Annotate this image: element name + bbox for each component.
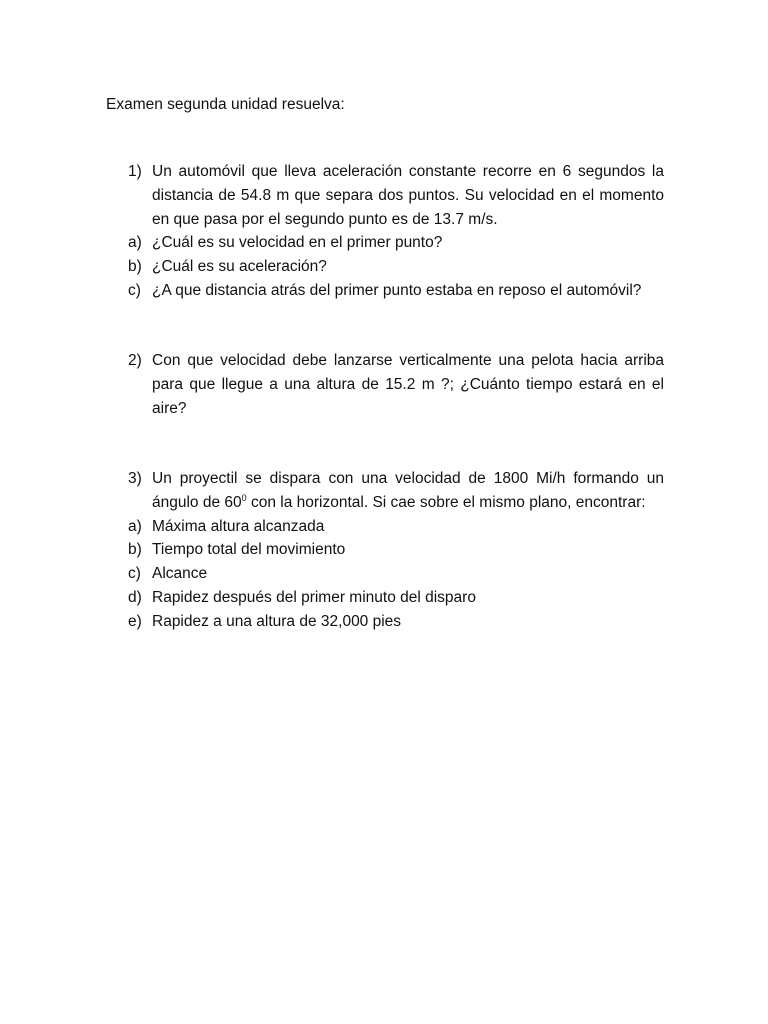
problem-statement xyxy=(152,467,664,515)
item-text: Alcance xyxy=(152,565,208,583)
list-item xyxy=(128,515,664,539)
item-label: b) xyxy=(128,541,142,559)
problem-statement: Con que velocidad debe lanzarse verticalmente una pelota hacia arriba para que llegue a una altura de 15.2 m ?; ¿Cuánto tiempo estará en el aire? xyxy=(152,352,664,417)
list-item xyxy=(128,538,664,562)
degree-superscript: 0 xyxy=(241,492,247,503)
item-label: b) xyxy=(128,258,142,276)
item-text: ¿A que distancia atrás del primer punto estaba en reposo el automóvil? xyxy=(152,281,642,299)
item-label: d) xyxy=(128,588,142,606)
list-item xyxy=(128,279,664,303)
item-text: Rapidez después del primer minuto del disparo xyxy=(152,588,476,606)
problem-1 xyxy=(128,160,664,303)
problem-3 xyxy=(128,467,664,634)
list-item xyxy=(128,255,664,279)
exam-heading: Examen segunda unidad resuelva: xyxy=(106,96,345,113)
item-label: a) xyxy=(128,234,142,252)
item-label: e) xyxy=(128,612,142,630)
problem-2 xyxy=(128,349,664,420)
item-label: a) xyxy=(128,517,142,535)
problem-2-statement-row xyxy=(128,349,664,420)
list-item xyxy=(128,562,664,586)
item-text: Tiempo total del movimiento xyxy=(152,541,346,559)
statement-part: con la horizontal. Si cae sobre el mismo plano, encontrar: xyxy=(246,493,646,511)
item-label: c) xyxy=(128,281,141,299)
item-label: c) xyxy=(128,565,141,583)
problem-3-statement-row xyxy=(128,467,664,515)
problem-number: 3) xyxy=(128,470,142,487)
problem-number: 1) xyxy=(128,163,142,180)
list-item xyxy=(128,231,664,255)
statement-part: Un proyectil se dispara con una velocidad de 1800 Mi/h formando un ángulo de 60 xyxy=(152,470,664,511)
item-text: Rapidez a una altura de 32,000 pies xyxy=(152,612,402,630)
list-item xyxy=(128,610,664,634)
problem-number: 2) xyxy=(128,352,142,369)
item-text: ¿Cuál es su aceleración? xyxy=(152,258,327,276)
problem-statement: Un automóvil que lleva aceleración constante recorre en 6 segundos la distancia de 54.8 m que separa dos puntos. Su velocidad en el momento en que pasa por el segundo punto es de 13.7 m/s. xyxy=(152,163,664,228)
problem-1-statement-row xyxy=(128,160,664,231)
item-text: Máxima altura alcanzada xyxy=(152,517,325,535)
list-item xyxy=(128,586,664,610)
item-text: ¿Cuál es su velocidad en el primer punto? xyxy=(152,234,443,252)
